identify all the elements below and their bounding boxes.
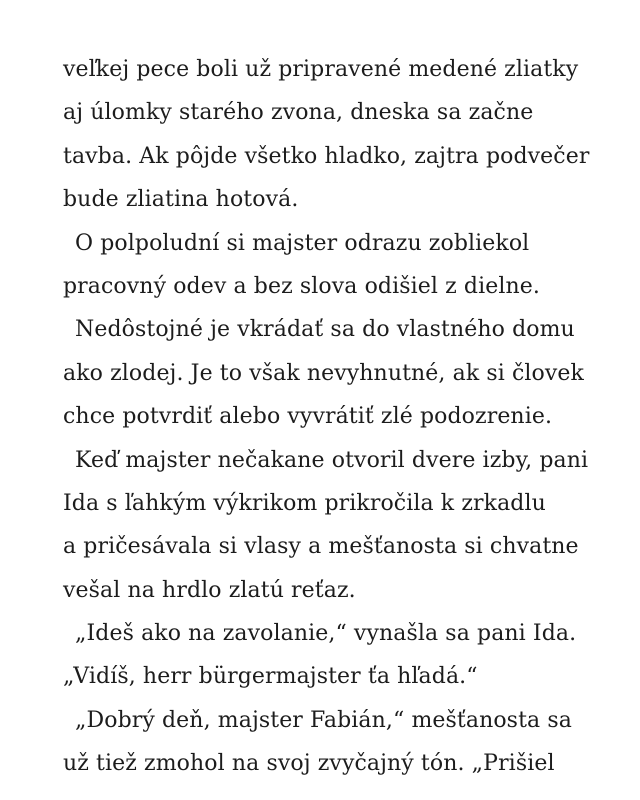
- text-line: veľkej pece boli už pripravené medené zliatky: [63, 57, 579, 82]
- text-line: už tiež zmohol na svoj zvyčajný tón. „Prišiel: [63, 751, 555, 777]
- text-line: Ida s ľahkým výkrikom prikročila k zrkadlu: [63, 490, 546, 516]
- text-line: chce potvrdiť alebo vyvrátiť zlé podozrenie.: [63, 404, 553, 430]
- text-line: pracovný odev a bez slova odišiel z dielne.: [63, 273, 540, 299]
- text-line: vešal na hrdlo zlatú reťaz.: [63, 577, 356, 603]
- text-line: ako zlodej. Je to však nevyhnutné, ak si človek: [63, 360, 584, 386]
- text-line: „Vidíš, herr bürgermajster ťa hľadá.“: [63, 664, 478, 690]
- text-line: bude zliatina hotová.: [63, 187, 299, 213]
- paragraph-first-line: Keď majster nečakane otvoril dvere izby, pani: [75, 447, 589, 473]
- text-line: aj úlomky starého zvona, dneska sa začne: [63, 100, 534, 126]
- text-line: a pričesávala si vlasy a mešťanosta si chvatne: [63, 534, 579, 560]
- body-text: [63, 48, 603, 786]
- text-line: tavba. Ak pôjde všetko hladko, zajtra podvečer: [63, 143, 590, 169]
- paragraph-first-line: „Dobrý deň, majster Fabián,“ mešťanosta sa: [75, 707, 572, 733]
- paragraph-first-line: O polpoludní si majster odrazu zobliekol: [75, 230, 530, 256]
- paragraph-first-line: „Ideš ako na zavolanie,“ vynašla sa pani Ida.: [75, 621, 577, 647]
- paragraph-first-line: Nedôstojné je vkrádať sa do vlastného domu: [75, 317, 575, 343]
